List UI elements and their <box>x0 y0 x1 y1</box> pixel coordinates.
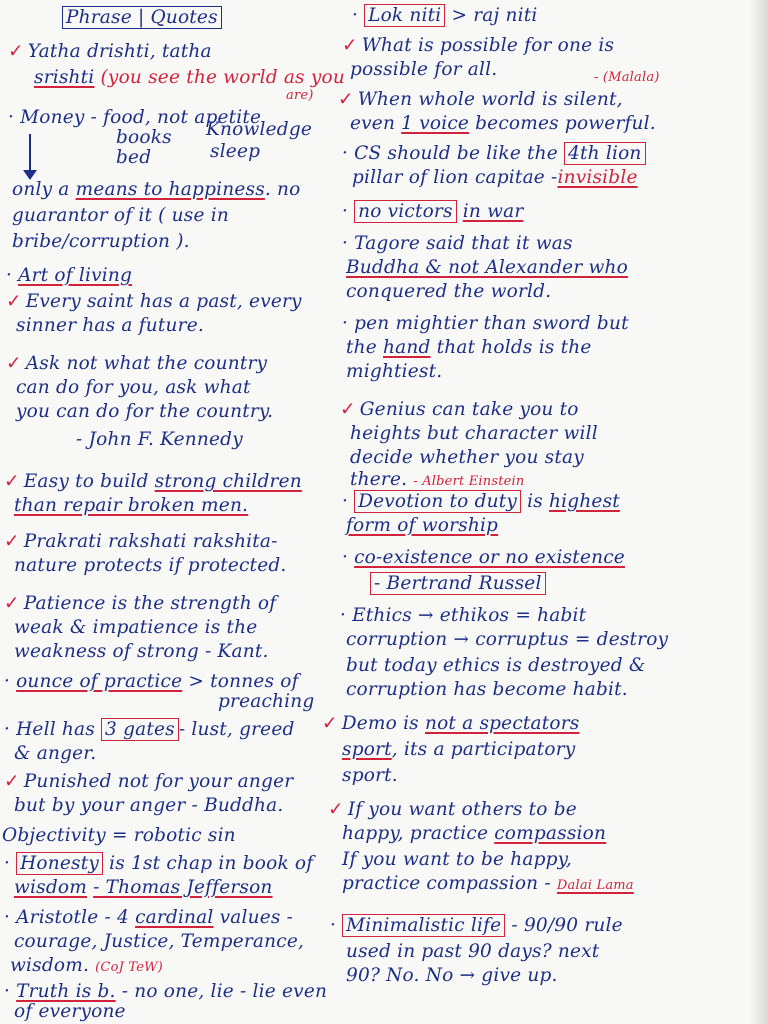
quote-compassion-line1: ✓ If you want others to be <box>328 799 577 820</box>
quote-genius-line2: heights but character will <box>350 423 598 444</box>
quote-genius-line1: ✓ Genius can take you to <box>340 399 579 420</box>
hell-gates-box: 3 gates <box>101 718 179 741</box>
quote-ethics-line4: corruption has become habit. <box>346 679 628 700</box>
quote-compassion-line4: practice compassion - Dalai Lama <box>342 873 634 894</box>
quote-possible-line1: ✓ What is possible for one is <box>342 35 615 56</box>
quote-pen-line3: mightiest. <box>346 361 443 382</box>
quote-minimal-line3: 90? No. No → give up. <box>346 965 558 986</box>
check-icon: ✓ <box>6 291 22 312</box>
money-books: books <box>116 127 172 148</box>
check-icon: ✓ <box>322 713 338 734</box>
quote-truth-line1: · Truth is b. - no one, lie - lie even <box>4 981 328 1002</box>
check-icon: ✓ <box>4 471 20 492</box>
russel-box: - Bertrand Russel <box>370 572 546 595</box>
no-victors-box: no victors <box>354 200 457 223</box>
quote-objectivity: Objectivity = robotic sin <box>2 825 236 846</box>
quote-prakrati-line2: nature protects if protected. <box>14 555 287 576</box>
quote-possible-line2: possible for all. <box>350 59 498 80</box>
quote-tagore-line3: conquered the world. <box>346 281 552 302</box>
quote-tagore-line2: Buddha & not Alexander who <box>346 257 628 278</box>
check-icon: ✓ <box>340 399 356 420</box>
quote-yatha-line3: are) <box>286 88 314 103</box>
quote-devotion-line1: · Devotion to duty is highest <box>342 491 620 512</box>
quote-ask-line1: ✓ Ask not what the country <box>6 353 268 374</box>
quote-ounce-line2: preaching <box>218 691 315 712</box>
quote-genius-line4: there. - Albert Einstein <box>350 469 525 490</box>
quote-truth-line2: of everyone <box>14 1001 126 1022</box>
quote-demo-line3: sport. <box>342 765 398 786</box>
minimalistic-box: Minimalistic life <box>342 914 505 937</box>
quote-victors: · no victors in war <box>342 201 524 222</box>
quote-lokniti: · Lok niti > raj niti <box>352 5 538 26</box>
quote-patience-line3: weakness of strong - Kant. <box>14 641 269 662</box>
check-icon: ✓ <box>4 531 20 552</box>
quote-cs-line2: pillar of lion capitae -invisible <box>352 167 638 188</box>
quote-patience-line2: weak & impatience is the <box>14 617 258 638</box>
page-edge-shadow <box>750 0 768 1024</box>
quote-patience-line1: ✓ Patience is the strength of <box>4 593 277 614</box>
quote-easy-line2: than repair broken men. <box>14 495 249 516</box>
fourth-lion-box: 4th lion <box>564 142 646 165</box>
check-icon: ✓ <box>4 771 20 792</box>
quote-money-line1: · Money - food, not apetite <box>8 107 262 128</box>
quote-ask-author: - John F. Kennedy <box>76 429 243 450</box>
money-sleep: sleep <box>210 141 261 162</box>
quote-tagore-line1: · Tagore said that it was <box>342 233 573 254</box>
quote-aristotle-line3: wisdom. (CoJ TeW) <box>10 955 163 976</box>
quote-punished-line1: ✓ Punished not for your anger <box>4 771 294 792</box>
lokniti-box: Lok niti <box>364 4 445 27</box>
quote-genius-line3: decide whether you stay <box>350 447 584 468</box>
quote-ounce-line1: · ounce of practice > tonnes of <box>4 671 299 692</box>
quote-honesty-line1: · Honesty is 1st chap in book of <box>4 853 314 874</box>
money-bed: bed <box>116 147 152 168</box>
quote-pen-line2: the hand that holds is the <box>346 337 592 358</box>
quote-honesty-line2: wisdom - Thomas Jefferson <box>14 877 273 898</box>
quote-ask-line2: can do for you, ask what <box>16 377 251 398</box>
quote-ask-line3: you can do for the country. <box>16 401 274 422</box>
quote-devotion-line2: form of worship <box>346 515 499 536</box>
quote-minimal-line1: · Minimalistic life - 90/90 rule <box>330 915 623 936</box>
quote-aristotle-line2: courage, Justice, Temperance, <box>14 931 305 952</box>
quote-cs-line1: · CS should be like the 4th lion <box>342 142 646 166</box>
quote-only-line2: guarantor of it ( use in <box>12 205 229 226</box>
title-box: Phrase | Quotes <box>62 6 222 29</box>
quote-ethics-line2: corruption → corruptus = destroy <box>346 629 669 650</box>
quote-easy-line1: ✓ Easy to build strong children <box>4 471 302 492</box>
quote-hell-line2: & anger. <box>14 743 97 764</box>
quote-silent-line2: even 1 voice becomes powerful. <box>350 113 656 134</box>
quote-coexistence-author <box>370 572 546 596</box>
quote-prakrati-line1: ✓ Prakrati rakshati rakshita- <box>4 531 278 552</box>
page-title <box>62 6 222 30</box>
check-icon: ✓ <box>328 799 344 820</box>
quote-only-line3: bribe/corruption ). <box>12 231 190 252</box>
check-icon: ✓ <box>4 593 20 614</box>
quote-demo-line1: ✓ Demo is not a spectators <box>322 713 580 734</box>
quote-ethics-line3: but today ethics is destroyed & <box>346 655 646 676</box>
quote-coexistence-line1: · co-existence or no existence <box>342 547 625 568</box>
quote-hell-line1: · Hell has 3 gates - lust, greed <box>4 719 295 740</box>
quote-aristotle-line1: · Aristotle - 4 cardinal values - <box>4 907 294 928</box>
money-knowledge: Knowledge <box>206 119 313 140</box>
quote-pen-line1: · pen mightier than sword but <box>342 313 629 334</box>
quote-yatha-line2: srishti (you see the world as you <box>34 67 345 88</box>
quote-punished-line2: but by your anger - Buddha. <box>14 795 284 816</box>
devotion-box: Devotion to duty <box>354 490 521 513</box>
quote-silent-line1: ✓ When whole world is silent, <box>338 89 623 110</box>
quote-compassion-line2: happy, practice compassion <box>342 823 607 844</box>
quote-compassion-line3: If you want to be happy, <box>342 849 572 870</box>
check-icon: ✓ <box>342 35 358 56</box>
quote-demo-line2: sport, its a participatory <box>342 739 576 760</box>
quote-saint-line2: sinner has a future. <box>16 315 204 336</box>
quote-ethics-line1: · Ethics → ethikos = habit <box>340 605 587 626</box>
honesty-box: Honesty <box>16 852 103 875</box>
quote-only-line1: only a means to happiness. no <box>12 179 301 200</box>
quote-saint-line1: ✓ Every saint has a past, every <box>6 291 302 312</box>
check-icon: ✓ <box>338 89 354 110</box>
check-icon: ✓ <box>8 41 24 62</box>
quote-minimal-line2: used in past 90 days? next <box>346 941 600 962</box>
quote-possible-author: - (Malala) <box>594 70 660 85</box>
quote-art: · Art of living <box>6 265 133 286</box>
check-icon: ✓ <box>6 353 22 374</box>
quote-yatha-line1: ✓ Yatha drishti, tatha <box>8 41 212 62</box>
